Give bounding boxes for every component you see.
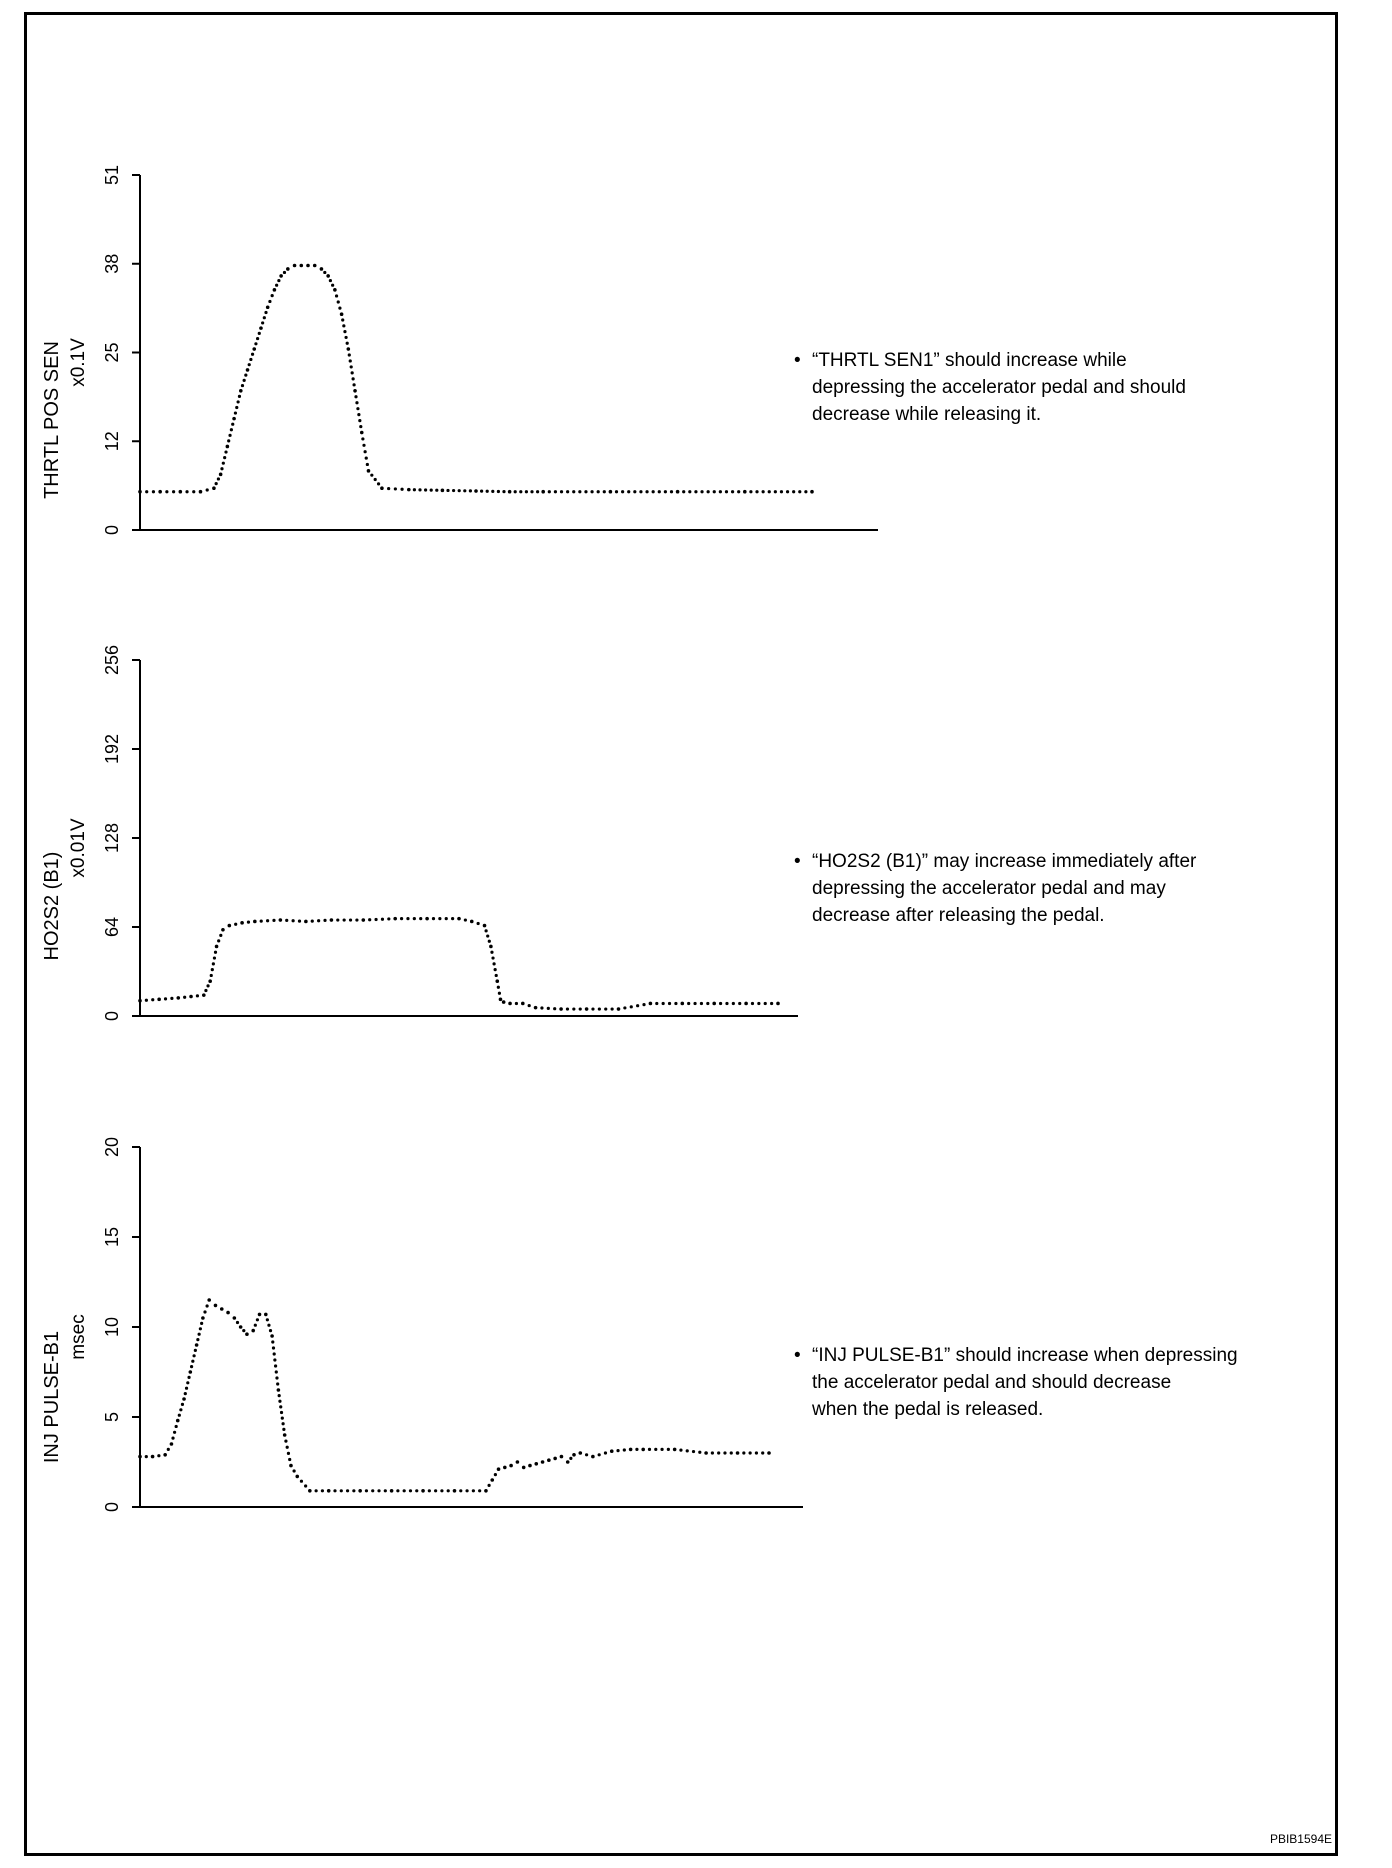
injector-trace-dot bbox=[185, 1387, 188, 1390]
injector-trace-dot bbox=[273, 1352, 276, 1355]
injector-trace-dot bbox=[192, 1354, 195, 1357]
injector-trace-dot bbox=[278, 1400, 281, 1403]
injector-data-point bbox=[220, 1307, 224, 1311]
injector-trace-dot bbox=[203, 1310, 206, 1313]
injector-trace-dot bbox=[428, 1489, 431, 1492]
injector-trace-dot bbox=[569, 1457, 572, 1460]
injector-trace-dot bbox=[333, 1489, 336, 1492]
injector-trace-dot bbox=[191, 1360, 194, 1363]
injector-trace-dot bbox=[181, 1403, 184, 1406]
injector-trace-dot bbox=[279, 1405, 282, 1408]
injector-trace-dot bbox=[409, 1489, 412, 1492]
injector-data-point bbox=[239, 1325, 243, 1329]
injector-data-point bbox=[503, 1466, 507, 1470]
ho2s2-tick-label: 64 bbox=[102, 916, 122, 938]
injector-data-point bbox=[560, 1455, 564, 1459]
injector-trace-dot bbox=[723, 1451, 726, 1454]
throttle-note-line-1: “THRTL SEN1” should increase while bbox=[812, 350, 1127, 371]
injector-trace-dot bbox=[275, 1370, 278, 1373]
injector-trace-dot bbox=[254, 1324, 257, 1327]
injector-trace-dot bbox=[761, 1451, 764, 1454]
injector-trace-dot bbox=[384, 1489, 387, 1492]
injector-trace-dot bbox=[749, 1451, 752, 1454]
injector-trace-dot bbox=[200, 1322, 203, 1325]
injector-trace-dot bbox=[315, 1489, 318, 1492]
injector-trace-dot bbox=[300, 1480, 303, 1483]
injector-trace-dot bbox=[274, 1364, 277, 1367]
injector-data-point bbox=[170, 1442, 174, 1446]
throttle-tick-label: 25 bbox=[102, 342, 122, 363]
injector-data-point bbox=[151, 1455, 155, 1459]
injector-note-line-3: when the pedal is released. bbox=[812, 1399, 1044, 1420]
injector-data-point bbox=[233, 1316, 237, 1320]
injector-trace-dot bbox=[278, 1394, 281, 1397]
injector-trace-dot bbox=[415, 1489, 418, 1492]
throttle-axis-label: THRTL POS SEN bbox=[41, 341, 63, 499]
injector-data-point bbox=[453, 1489, 457, 1493]
injector-tick-label: 20 bbox=[102, 1136, 122, 1158]
injector-data-point bbox=[358, 1489, 362, 1493]
injector-data-point bbox=[289, 1464, 293, 1468]
injector-trace-dot bbox=[623, 1448, 626, 1451]
injector-note bbox=[794, 1342, 1354, 1423]
injector-data-point bbox=[641, 1448, 645, 1452]
injector-trace-dot bbox=[179, 1408, 182, 1411]
figure-code: PBIB1594E bbox=[1269, 1832, 1332, 1846]
injector-trace-dot bbox=[711, 1451, 714, 1454]
injector-data-point bbox=[421, 1489, 425, 1493]
injector-trace-dot bbox=[275, 1376, 278, 1379]
injector-data-point bbox=[283, 1433, 287, 1437]
injector-trace-dot bbox=[271, 1340, 274, 1343]
ho2s2-tick-label: 192 bbox=[102, 733, 122, 765]
throttle-tick-label: 12 bbox=[102, 431, 122, 452]
injector-data-point bbox=[308, 1489, 312, 1493]
injector-trace-dot bbox=[487, 1484, 490, 1487]
injector-tick-label: 0 bbox=[102, 1501, 122, 1513]
injector-data-point bbox=[270, 1334, 274, 1338]
injector-trace-dot bbox=[692, 1450, 695, 1453]
injector-data-point bbox=[541, 1460, 545, 1464]
injector-data-point bbox=[629, 1448, 633, 1452]
throttle-unit-label: x0.1V bbox=[68, 338, 89, 387]
injector-trace-dot bbox=[717, 1451, 720, 1454]
injector-trace-dot bbox=[198, 1333, 201, 1336]
bullet-icon: • bbox=[794, 851, 801, 872]
injector-data-point bbox=[245, 1332, 249, 1336]
injector-data-point bbox=[497, 1467, 501, 1471]
injector-data-point bbox=[704, 1451, 708, 1455]
injector-trace-dot bbox=[171, 1437, 174, 1440]
throttle-note bbox=[794, 347, 1354, 428]
injector-data-point bbox=[767, 1451, 771, 1455]
injector-data-point bbox=[484, 1489, 488, 1493]
injector-trace-dot bbox=[184, 1392, 187, 1395]
injector-data-point bbox=[390, 1489, 394, 1493]
injector-data-point bbox=[528, 1464, 532, 1468]
injector-data-point bbox=[736, 1451, 740, 1455]
injector-trace-dot bbox=[352, 1489, 355, 1492]
injector-trace-dot bbox=[199, 1327, 202, 1330]
injector-trace-dot bbox=[434, 1489, 437, 1492]
injector-unit-label: msec bbox=[68, 1314, 89, 1360]
injector-data-point bbox=[295, 1475, 299, 1479]
injector-trace-dot bbox=[205, 1304, 208, 1307]
injector-tick-label: 10 bbox=[102, 1316, 122, 1338]
injector-data-point bbox=[176, 1419, 180, 1423]
injector-note-line-1: “INJ PULSE-B1” should increase when depressing bbox=[812, 1345, 1238, 1366]
injector-data-point bbox=[258, 1313, 262, 1317]
ho2s2-note bbox=[794, 848, 1354, 929]
injector-trace-dot bbox=[604, 1451, 607, 1454]
injector-trace-dot bbox=[236, 1321, 239, 1324]
ho2s2-unit-label: x0.01V bbox=[68, 818, 89, 878]
injector-trace-dot bbox=[256, 1318, 259, 1321]
injector-trace-dot bbox=[187, 1376, 190, 1379]
ho2s2-note-line-1: “HO2S2 (B1)” may increase immediately after bbox=[812, 851, 1197, 872]
injector-trace-dot bbox=[346, 1489, 349, 1492]
injector-trace-dot bbox=[281, 1422, 284, 1425]
ho2s2-note-line-3: decrease after releasing the pedal. bbox=[812, 905, 1105, 926]
injector-trace-dot bbox=[585, 1453, 588, 1456]
injector-tick-label: 15 bbox=[102, 1226, 122, 1248]
injector-data-point bbox=[264, 1313, 268, 1317]
injector-trace-dot bbox=[157, 1454, 160, 1457]
injector-trace-dot bbox=[196, 1338, 199, 1341]
injector-data-point bbox=[673, 1448, 677, 1452]
injector-trace-dot bbox=[288, 1458, 291, 1461]
injector-trace-dot bbox=[730, 1451, 733, 1454]
injector-data-point bbox=[591, 1455, 595, 1459]
injector-trace-dot bbox=[242, 1329, 245, 1332]
injector-tick-label: 5 bbox=[102, 1411, 122, 1423]
injector-trace-dot bbox=[478, 1489, 481, 1492]
injector-trace-dot bbox=[698, 1451, 701, 1454]
injector-trace-dot bbox=[465, 1489, 468, 1492]
injector-trace-dot bbox=[145, 1455, 148, 1458]
injector-trace-dot bbox=[755, 1451, 758, 1454]
injector-trace-dot bbox=[667, 1448, 670, 1451]
throttle-tick-label: 38 bbox=[102, 253, 122, 274]
injector-data-point bbox=[572, 1453, 576, 1457]
injector-trace-dot bbox=[679, 1449, 682, 1452]
injector-trace-dot bbox=[459, 1489, 462, 1492]
injector-trace-dot bbox=[273, 1358, 276, 1361]
bullet-icon: • bbox=[794, 1345, 801, 1366]
throttle-note-line-2: depressing the accelerator pedal and should bbox=[812, 377, 1186, 398]
injector-trace-dot bbox=[403, 1489, 406, 1492]
injector-data-point bbox=[226, 1311, 230, 1315]
injector-data-point bbox=[516, 1460, 520, 1464]
injector-data-point bbox=[547, 1458, 551, 1462]
injector-trace-dot bbox=[365, 1489, 368, 1492]
injector-data-point bbox=[163, 1453, 167, 1457]
injector-trace-dot bbox=[266, 1318, 269, 1321]
injector-trace-dot bbox=[293, 1469, 296, 1472]
injector-trace-dot bbox=[186, 1381, 189, 1384]
injector-data-point bbox=[579, 1451, 583, 1455]
injector-trace-dot bbox=[742, 1451, 745, 1454]
bullet-icon: • bbox=[794, 350, 801, 371]
injector-data-point bbox=[610, 1449, 614, 1453]
injector-data-point bbox=[277, 1388, 281, 1392]
injector-trace-dot bbox=[173, 1431, 176, 1434]
injector-data-point bbox=[138, 1455, 142, 1459]
throttle-tick-label: 51 bbox=[102, 164, 122, 186]
injector-trace-dot bbox=[267, 1324, 270, 1327]
injector-trace-dot bbox=[269, 1329, 272, 1332]
injector-trace-dot bbox=[194, 1349, 197, 1352]
injector-trace-dot bbox=[340, 1489, 343, 1492]
injector-trace-dot bbox=[284, 1440, 287, 1443]
injector-data-point bbox=[182, 1397, 186, 1401]
ho2s2-tick-label: 128 bbox=[102, 822, 122, 854]
injector-trace-dot bbox=[494, 1473, 497, 1476]
injector-trace-dot bbox=[190, 1365, 193, 1368]
injector-trace-dot bbox=[282, 1428, 285, 1431]
injector-trace-dot bbox=[686, 1449, 689, 1452]
injector-trace-dot bbox=[648, 1448, 651, 1451]
injector-axis-label: INJ PULSE-B1 bbox=[41, 1330, 63, 1464]
injector-data-point bbox=[189, 1370, 193, 1374]
injector-trace-dot bbox=[440, 1489, 443, 1492]
injector-trace-dot bbox=[276, 1382, 279, 1385]
injector-trace-dot bbox=[371, 1489, 374, 1492]
injector-data-point bbox=[207, 1298, 211, 1302]
injector-trace-dot bbox=[635, 1448, 638, 1451]
injector-data-point bbox=[214, 1304, 218, 1308]
injector-data-point bbox=[553, 1457, 557, 1461]
injector-data-point bbox=[509, 1464, 513, 1468]
injector-trace-dot bbox=[286, 1446, 289, 1449]
injector-data-point bbox=[490, 1478, 494, 1482]
injector-trace-dot bbox=[175, 1425, 178, 1428]
injector-data-point bbox=[327, 1489, 331, 1493]
injector-data-point bbox=[566, 1460, 570, 1464]
ho2s2-tick-label: 256 bbox=[102, 644, 122, 676]
injector-trace-dot bbox=[272, 1346, 275, 1349]
injector-trace-dot bbox=[377, 1489, 380, 1492]
injector-trace-dot bbox=[598, 1453, 601, 1456]
injector-data-point bbox=[522, 1466, 526, 1470]
injector-trace-dot bbox=[321, 1489, 324, 1492]
injector-data-point bbox=[251, 1329, 255, 1333]
injector-trace-dot bbox=[280, 1411, 283, 1414]
injector-trace-dot bbox=[178, 1414, 181, 1417]
ho2s2-axis-label: HO2S2 (B1) bbox=[41, 851, 63, 961]
injector-trace-dot bbox=[447, 1489, 450, 1492]
injector-trace-dot bbox=[660, 1448, 663, 1451]
ho2s2-tick-label: 0 bbox=[102, 1010, 122, 1022]
injector-data-point bbox=[195, 1343, 199, 1347]
injector-trace-dot bbox=[167, 1448, 170, 1451]
ho2s2-note-line-2: depressing the accelerator pedal and may bbox=[812, 878, 1166, 899]
injector-trace-dot bbox=[304, 1484, 307, 1487]
injector-trace-dot bbox=[287, 1452, 290, 1455]
injector-trace-dot bbox=[396, 1489, 399, 1492]
injector-trace-dot bbox=[281, 1417, 284, 1420]
throttle-tick-label: 0 bbox=[102, 524, 122, 536]
injector-trace-dot bbox=[472, 1489, 475, 1492]
injector-trace-dot bbox=[654, 1448, 657, 1451]
injector-trace-dot bbox=[616, 1449, 619, 1452]
injector-data-point bbox=[534, 1462, 538, 1466]
injector-note-line-2: the accelerator pedal and should decrease bbox=[812, 1372, 1172, 1393]
throttle-note-line-3: decrease while releasing it. bbox=[812, 404, 1042, 425]
injector-data-point bbox=[201, 1316, 205, 1320]
